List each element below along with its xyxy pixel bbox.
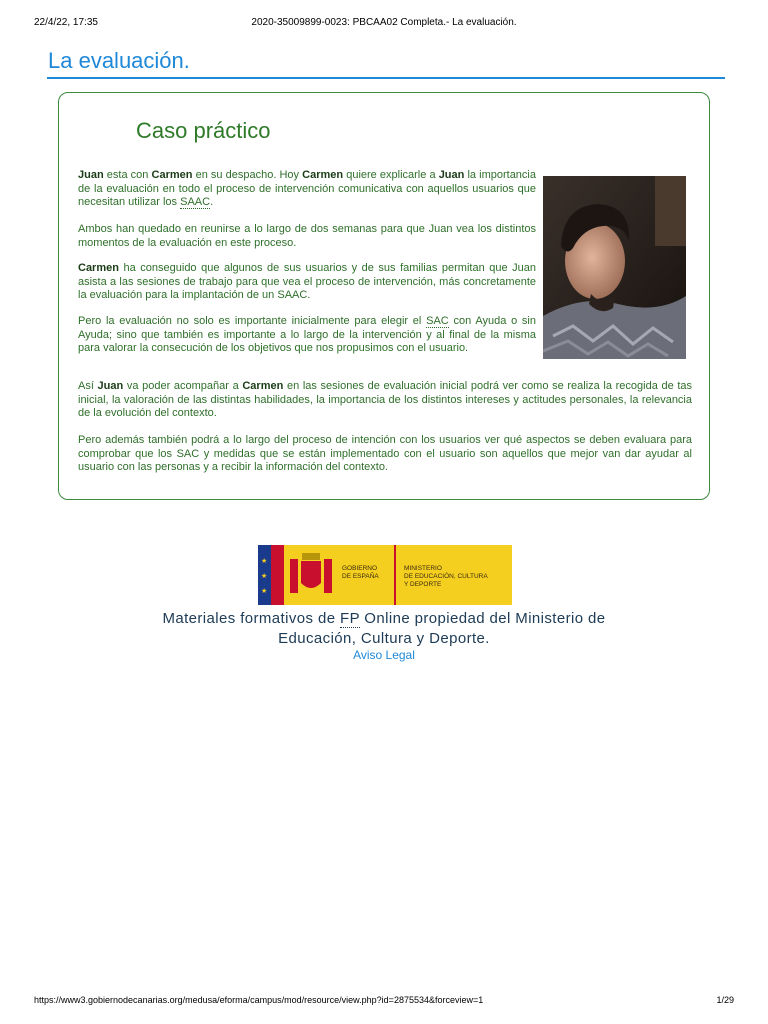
svg-text:★: ★ (261, 557, 268, 565)
case-paragraph-4: Pero la evaluación no solo es importante inicialmente para elegir el SAC con Ayuda o sin Ayuda; sino que también es importante a lo largo de la intervención y al final de la misma para valorar la consecución de los objetivos que nos propusimos con el usuario. (78, 315, 536, 355)
sac-abbreviation[interactable]: SAC (426, 315, 449, 327)
legal-notice-link: Aviso Legal (353, 648, 415, 662)
case-paragraph-2: Ambos han quedado en reunirse a lo largo de dos semanas para que Juan vea los distintos momentos de la evaluación en este proceso. (78, 223, 536, 249)
print-document-title: 2020-35009899-0023: PBCAA02 Completa.- La evaluación. (251, 17, 517, 28)
case-paragraph-1: Juan esta con Carmen en su despacho. Hoy Carmen quiere explicarle a Juan la importancia de la evaluación en todo el proceso de intervención comunicativa con aquellos usuarios que necesitan utilizar los SAAC. (78, 169, 536, 209)
footer-credits-line-1: Materiales formativos de FP Online propiedad del Ministerio de (162, 610, 606, 627)
page-title: La evaluación. (48, 48, 190, 73)
fp-abbreviation[interactable]: FP (340, 610, 360, 627)
logo-ministerio-line-2: DE EDUCACIÓN, CULTURA (404, 573, 488, 580)
government-ministry-logo (258, 545, 512, 605)
svg-text:★: ★ (261, 587, 268, 595)
case-paragraph-6: Pero además también podrá a lo largo del proceso de intención con los usuarios ver qué aspectos se deben evaluara para comprobar que los SAC y medidas que se están implementado con el usuario son aquellos que mejor van dar ayudar al usuario con las personas y a recibir la información del contexto. (78, 434, 692, 474)
print-url: https://www3.gobiernodecanarias.org/medusa/eforma/campus/mod/resource/view.php?id=2875534&forceview=1 (34, 995, 484, 1005)
case-paragraph-5: Así Juan va poder acompañar a Carmen en las sesiones de evaluación inicial podrá ver como se realiza la recogida de tas inicial, la valoración de las distintas habilidades, la importancia de los distintos intereses y actitudes personales, la relevancia de la evolución del contexto. (78, 380, 693, 420)
title-divider (47, 77, 725, 79)
print-datetime: 22/4/22, 17:35 (34, 17, 98, 28)
case-study-title: Caso práctico (136, 118, 271, 143)
juan-portrait-photo (543, 176, 686, 359)
footer-credits (0, 609, 768, 649)
logo-gobierno-line-2: DE ESPAÑA (342, 573, 379, 580)
svg-text:★: ★ (261, 572, 268, 580)
logo-gobierno-line-1: GOBIERNO (342, 565, 378, 572)
case-paragraph-3: Carmen ha conseguido que algunos de sus usuarios y de sus familias permitan que Juan asista a las sesiones de trabajo para que vea el proceso de intervención, más concretamente la evaluación para la implantación de un SAAC. (78, 262, 536, 302)
footer-credits-line-2: Educación, Cultura y Deporte. (278, 630, 490, 647)
logo-ministerio-line-1: MINISTERIO (404, 565, 442, 572)
saac-abbreviation[interactable]: SAAC (180, 196, 211, 209)
logo-ministerio-line-3: Y DEPORTE (404, 581, 442, 588)
print-page-number: 1/29 (716, 995, 734, 1005)
